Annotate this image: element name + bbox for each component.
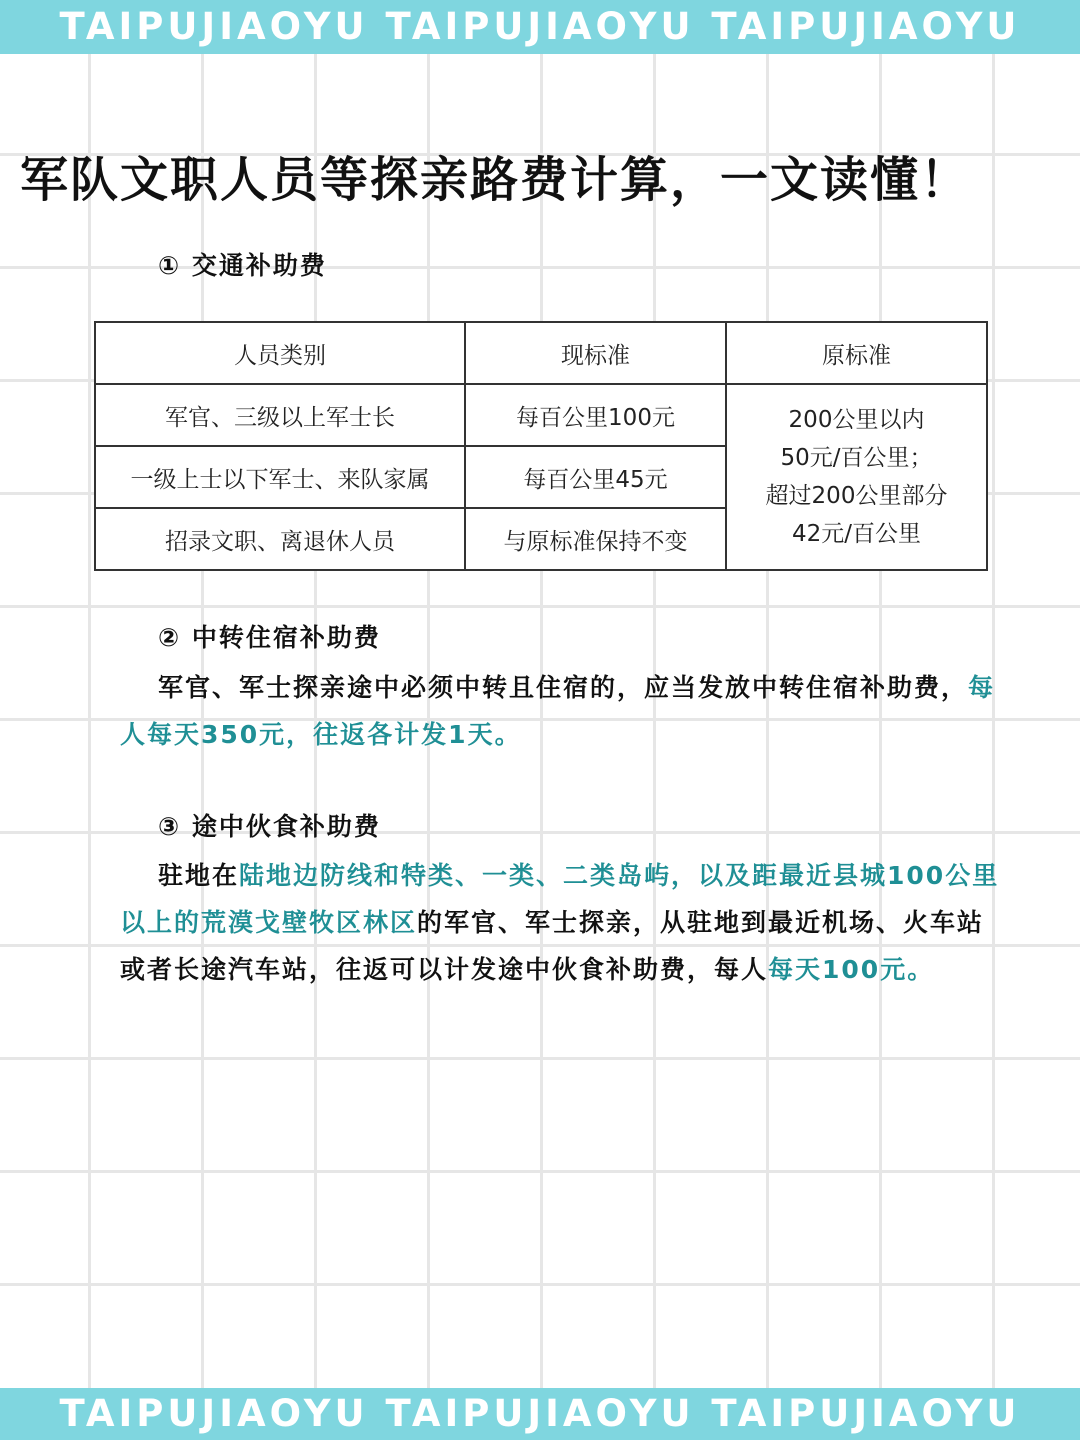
transport-subsidy-table xyxy=(94,321,988,571)
table-cell-current-standard: 每百公里45元 xyxy=(465,446,726,508)
table-cell-category: 军官、三级以上军士长 xyxy=(95,384,465,446)
page-title: 军队文职人员等探亲路费计算，一文读懂！ xyxy=(20,152,971,208)
bottom-watermark-banner: TAIPUJIAOYU TAIPUJIAOYU TAIPUJIAOYU xyxy=(0,1388,1080,1440)
section-heading-transit-lodging-subsidy: ② 中转住宿补助费 xyxy=(158,623,381,652)
highlighted-text: 每天100元。 xyxy=(768,955,935,984)
table-header-cell: 现标准 xyxy=(465,322,726,384)
table-header-row xyxy=(95,322,987,384)
table-cell-current-standard: 每百公里100元 xyxy=(465,384,726,446)
original-standard-line: 42元/百公里 xyxy=(791,521,921,547)
section-heading-transport-subsidy: ① 交通补助费 xyxy=(158,251,327,280)
paragraph-text: 驻地在 xyxy=(158,861,240,890)
table-cell-category: 招录文职、离退休人员 xyxy=(95,508,465,570)
table-cell-current-standard: 与原标准保持不变 xyxy=(465,508,726,570)
table-header-cell: 人员类别 xyxy=(95,322,465,384)
original-standard-line: 200公里以内 xyxy=(788,407,925,433)
section-heading-meal-subsidy: ③ 途中伙食补助费 xyxy=(158,812,381,841)
highlighted-text: 陆地边防线和特类、一类、二类岛屿，以及距最近县城100公里以上的荒漠戈壁牧区林区 xyxy=(120,861,1000,937)
meal-subsidy-paragraph xyxy=(120,852,1000,993)
transit-lodging-paragraph xyxy=(120,664,1000,758)
table-row xyxy=(95,384,987,446)
table-cell-original-standard xyxy=(726,384,987,570)
paragraph-text: 军官、军士探亲途中必须中转且住宿的，应当发放中转住宿补助费， xyxy=(158,673,969,702)
original-standard-line: 50元/百公里； xyxy=(780,445,933,471)
table-header-cell: 原标准 xyxy=(726,322,987,384)
top-watermark-banner: TAIPUJIAOYU TAIPUJIAOYU TAIPUJIAOYU xyxy=(0,0,1080,54)
original-standard-line: 超过200公里部分 xyxy=(765,483,948,509)
highlighted-text: 每人每天350元，往返各计发1天。 xyxy=(120,673,996,749)
table-cell-category: 一级上士以下军士、来队家属 xyxy=(95,446,465,508)
paragraph-text: 的军官、军士探亲，从驻地到最近机场、火车站或者长途汽车站，往返可以计发途中伙食补助费，每人 xyxy=(120,908,985,984)
